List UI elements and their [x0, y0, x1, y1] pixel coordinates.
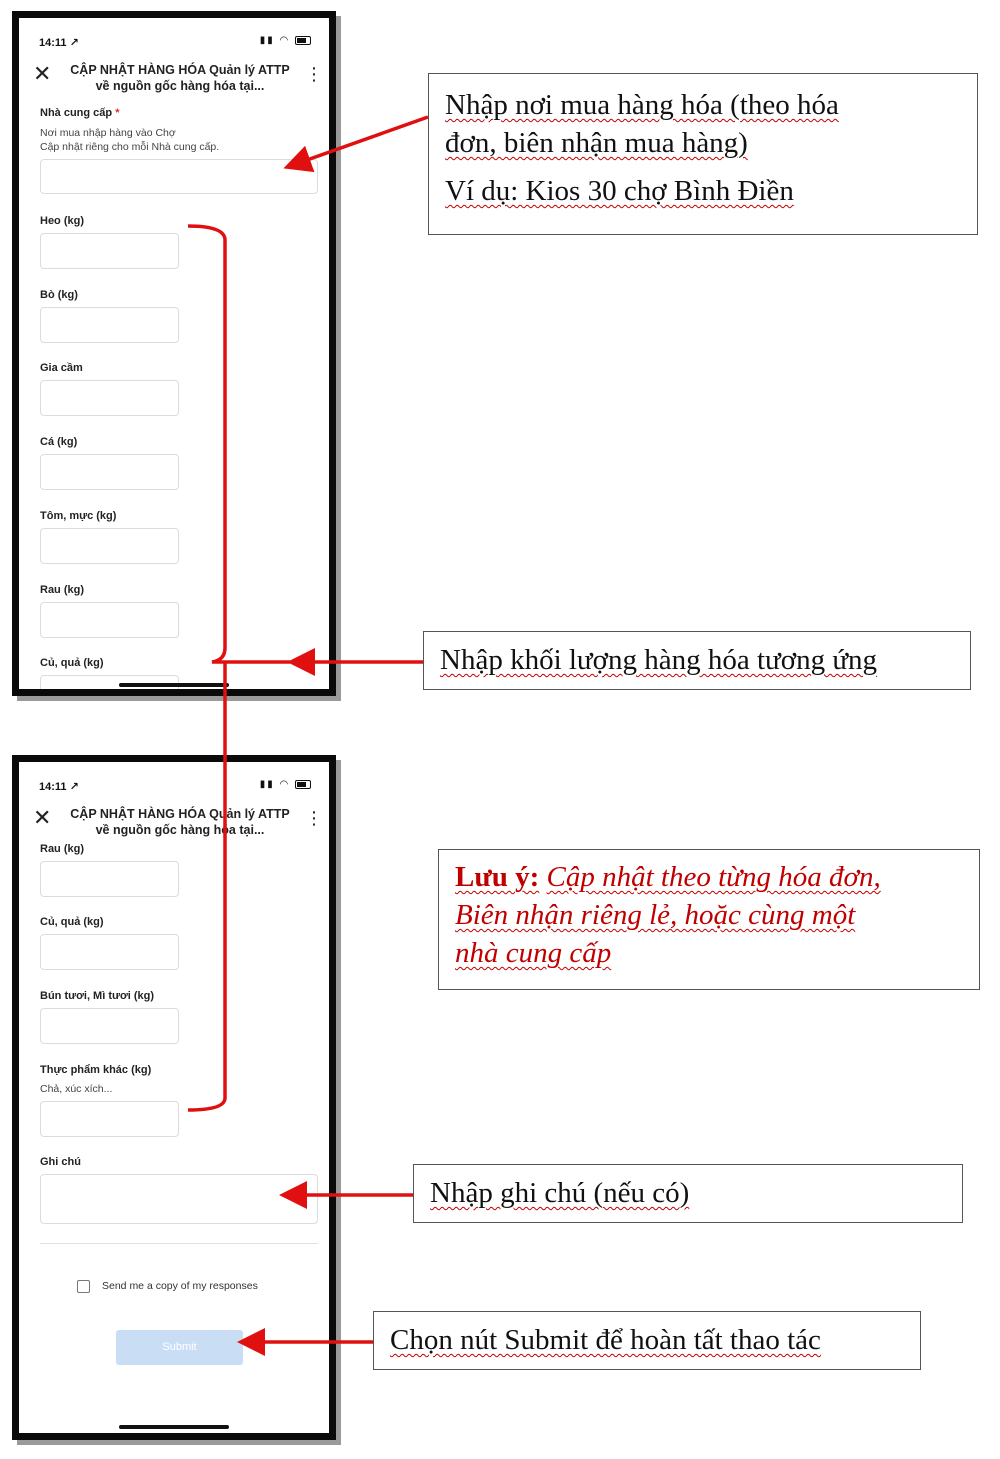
supplier-desc-1: Nơi mua nhập hàng vào Chợ	[40, 127, 176, 139]
home-indicator	[119, 1425, 229, 1429]
field-label-gia-cam: Gia cầm	[40, 362, 83, 374]
status-icons	[260, 779, 311, 790]
thuc-pham-khac-desc: Chả, xúc xích...	[40, 1083, 113, 1095]
bun-mi-input[interactable]	[40, 1008, 179, 1044]
note-line1: Cập nhật theo từng hóa đơn,	[546, 861, 881, 893]
note-line2: Biên nhận riêng lẻ, hoặc cùng một	[455, 899, 856, 931]
field-label-heo: Heo (kg)	[40, 215, 84, 227]
field-label-bo: Bò (kg)	[40, 289, 78, 301]
supplier-desc-2: Cập nhật riêng cho mỗi Nhà cung cấp.	[40, 141, 220, 153]
field-label-thuc-pham-khac: Thực phẩm khác (kg)	[40, 1064, 152, 1076]
rau-input[interactable]	[40, 602, 179, 638]
callout-supplier-line2: đơn, biên nhận mua hàng)	[445, 127, 748, 159]
form-title: CẬP NHẬT HÀNG HÓA Quản lý ATTP về nguồn gốc hàng hóa tại...	[70, 63, 290, 93]
field-label-cu-qua: Củ, quả (kg)	[40, 916, 104, 928]
gia-cam-input[interactable]	[40, 380, 179, 416]
status-time: 14:11 ↗	[39, 781, 79, 793]
heo-input[interactable]	[40, 233, 179, 269]
copy-checkbox[interactable]	[77, 1280, 90, 1293]
callout-note	[438, 849, 980, 990]
callout-notes	[413, 1164, 963, 1223]
supplier-label	[40, 107, 119, 119]
callout-submit	[373, 1311, 921, 1370]
close-icon[interactable]: ✕	[33, 805, 52, 830]
notes-label: Ghi chú	[40, 1156, 81, 1168]
ca-input[interactable]	[40, 454, 179, 490]
close-icon[interactable]: ✕	[33, 61, 52, 86]
callout-supplier-line1: Nhập nơi mua hàng hóa (theo hóa	[445, 89, 839, 121]
callout-notes-text: Nhập ghi chú (nếu có)	[430, 1177, 690, 1209]
more-menu-icon[interactable]: ⋮	[305, 808, 323, 828]
wifi-icon: ◠	[279, 779, 291, 790]
status-time: 14:11 ↗	[39, 37, 79, 49]
rau-input[interactable]	[40, 861, 179, 897]
field-label-tom-muc: Tôm, mực (kg)	[40, 510, 117, 522]
battery-icon	[295, 36, 311, 45]
phone-screenshot-top	[12, 11, 336, 696]
required-mark: *	[115, 107, 120, 119]
form-title: CẬP NHẬT HÀNG HÓA Quản lý ATTP về nguồn gốc hàng hóa tại...	[70, 807, 290, 837]
battery-icon	[295, 780, 311, 789]
divider	[40, 1243, 318, 1244]
status-icons	[260, 35, 311, 46]
supplier-label-text: Nhà cung cấp	[40, 107, 113, 119]
more-menu-icon[interactable]: ⋮	[305, 64, 323, 84]
field-label-cu-qua: Củ, quả (kg)	[40, 657, 104, 669]
note-head: Lưu ý:	[455, 861, 540, 893]
note-line3: nhà cung cấp	[455, 937, 612, 969]
tom-muc-input[interactable]	[40, 528, 179, 564]
callout-supplier	[428, 73, 978, 235]
submit-button[interactable]: Submit	[116, 1330, 243, 1365]
phone-screenshot-bottom	[12, 755, 336, 1440]
callout-quantity	[423, 631, 971, 690]
field-label-bun-mi: Bún tươi, Mì tươi (kg)	[40, 990, 155, 1002]
signal-icon: ▮▮	[259, 35, 275, 46]
home-indicator	[119, 683, 229, 687]
supplier-input[interactable]	[40, 159, 318, 194]
notes-input[interactable]	[40, 1174, 318, 1224]
copy-checkbox-label: Send me a copy of my responses	[102, 1280, 258, 1292]
field-label-rau: Rau (kg)	[40, 843, 84, 855]
bo-input[interactable]	[40, 307, 179, 343]
field-label-ca: Cá (kg)	[40, 436, 78, 448]
field-label-rau: Rau (kg)	[40, 584, 84, 596]
wifi-icon: ◠	[279, 35, 291, 46]
callout-quantity-text: Nhập khối lượng hàng hóa tương ứng	[440, 644, 878, 676]
callout-submit-text: Chọn nút Submit để hoàn tất thao tác	[390, 1324, 821, 1356]
thuc-pham-khac-input[interactable]	[40, 1101, 179, 1137]
cu-qua-input[interactable]	[40, 934, 179, 970]
signal-icon: ▮▮	[259, 779, 275, 790]
callout-supplier-line3: Ví dụ: Kios 30 chợ Bình Điền	[445, 175, 794, 207]
